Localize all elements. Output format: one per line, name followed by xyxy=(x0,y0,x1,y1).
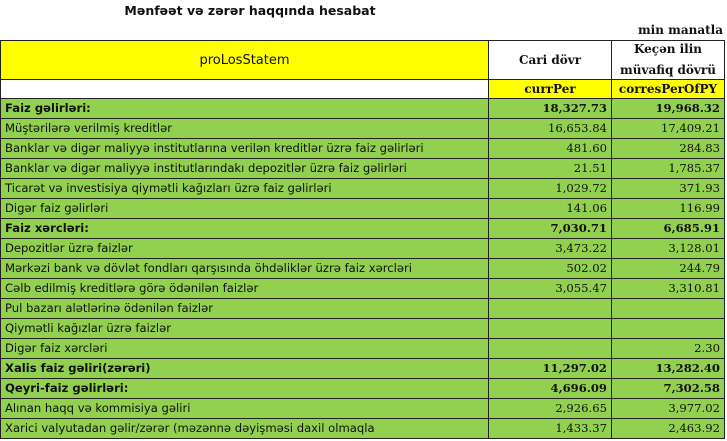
prior-period-value[interactable]: 2,463.92 xyxy=(612,419,725,439)
table-row xyxy=(0,199,725,219)
prior-period-label-line2: müvafiq dövrü xyxy=(620,63,716,77)
current-period-value[interactable] xyxy=(489,319,612,339)
current-period-label: Cari dövr xyxy=(518,52,582,67)
row-label[interactable]: Banklar və digər maliyyə institutlarına verilən kreditlər üzrə faiz gəlirləri xyxy=(0,139,489,159)
row-label[interactable]: Faiz gəlirləri: xyxy=(0,99,489,119)
key-row-label-cell xyxy=(0,80,489,99)
prior-period-value[interactable]: 244.79 xyxy=(612,259,725,279)
row-label[interactable]: Qeyri-faiz gəlirləri: xyxy=(0,379,489,399)
table-row xyxy=(0,399,725,419)
table-row xyxy=(0,219,725,239)
current-period-value[interactable]: 16,653.84 xyxy=(489,119,612,139)
current-period-value[interactable]: 4,696.09 xyxy=(489,379,612,399)
current-period-value[interactable]: 7,030.71 xyxy=(489,219,612,239)
current-period-value[interactable]: 1,029.72 xyxy=(489,179,612,199)
prior-period-header[interactable] xyxy=(612,40,725,80)
current-period-value[interactable] xyxy=(489,299,612,319)
current-period-key[interactable]: currPer xyxy=(489,80,612,99)
row-label[interactable]: Depozitlər üzrə faizlər xyxy=(0,239,489,259)
row-label[interactable]: Cəlb edilmiş kreditlərə görə ödənilən faizlər xyxy=(0,279,489,299)
row-label[interactable]: Qiymətli kağızlar üzrə faizlər xyxy=(0,319,489,339)
table-row xyxy=(0,419,725,439)
row-label[interactable]: Digər faiz xərcləri xyxy=(0,339,489,359)
table-row xyxy=(0,179,725,199)
header-row xyxy=(0,40,725,80)
key-row xyxy=(0,80,725,99)
table-row xyxy=(0,119,725,139)
current-period-value[interactable] xyxy=(489,339,612,359)
units-label: min manatla xyxy=(637,23,723,37)
table-row xyxy=(0,259,725,279)
row-label[interactable]: Mərkəzi bank və dövlət fondları qarşısında öhdəliklər üzrə faiz xərcləri xyxy=(0,259,489,279)
table-row xyxy=(0,359,725,379)
table-row xyxy=(0,99,725,119)
current-period-value[interactable]: 3,055.47 xyxy=(489,279,612,299)
prior-period-label-line1: Keçən ilin xyxy=(633,42,703,56)
prior-period-value[interactable]: 19,968.32 xyxy=(612,99,725,119)
current-period-header[interactable] xyxy=(489,40,612,80)
prior-period-value[interactable] xyxy=(612,319,725,339)
table-row xyxy=(0,239,725,259)
prior-period-value[interactable]: 17,409.21 xyxy=(612,119,725,139)
row-label[interactable]: Ticarət və investisiya qiymətli kağızları üzrə faiz gəlirləri xyxy=(0,179,489,199)
prior-period-value[interactable]: 7,302.58 xyxy=(612,379,725,399)
row-label[interactable]: Xalis faiz gəliri(zərəri) xyxy=(0,359,489,379)
table-row xyxy=(0,339,725,359)
current-period-value[interactable]: 18,327.73 xyxy=(489,99,612,119)
current-period-value[interactable]: 2,926.65 xyxy=(489,399,612,419)
prior-period-value[interactable]: 371.93 xyxy=(612,179,725,199)
current-period-value[interactable]: 11,297.02 xyxy=(489,359,612,379)
table-row xyxy=(0,139,725,159)
label-column-header[interactable]: proLosStatem xyxy=(0,40,489,80)
prior-period-value[interactable]: 6,685.91 xyxy=(612,219,725,239)
row-label[interactable]: Xarici valyutadan gəlir/zərər (məzənnə dəyişməsi daxil olmaqla xyxy=(0,419,489,439)
prior-period-key[interactable]: corresPerOfPY xyxy=(612,80,725,99)
current-period-value[interactable]: 481.60 xyxy=(489,139,612,159)
row-label[interactable]: Faiz xərcləri: xyxy=(0,219,489,239)
current-period-value[interactable]: 21.51 xyxy=(489,159,612,179)
table-row xyxy=(0,299,725,319)
prior-period-value[interactable] xyxy=(612,299,725,319)
prior-period-value[interactable]: 3,310.81 xyxy=(612,279,725,299)
row-label[interactable]: Alınan haqq və kommisiya gəliri xyxy=(0,399,489,419)
current-period-value[interactable]: 141.06 xyxy=(489,199,612,219)
prior-period-value[interactable]: 13,282.40 xyxy=(612,359,725,379)
prior-period-value[interactable]: 2.30 xyxy=(612,339,725,359)
table-row xyxy=(0,319,725,339)
row-label[interactable]: Banklar və digər maliyyə institutlarındakı depozitlər üzrə faiz gəlirləri xyxy=(0,159,489,179)
table-row xyxy=(0,159,725,179)
prior-period-value[interactable]: 3,128.01 xyxy=(612,239,725,259)
current-period-value[interactable]: 3,473.22 xyxy=(489,239,612,259)
prior-period-value[interactable]: 1,785.37 xyxy=(612,159,725,179)
table-row xyxy=(0,279,725,299)
report-title: Mənfəət və zərər haqqında hesabat xyxy=(124,3,376,18)
row-label[interactable]: Digər faiz gəlirləri xyxy=(0,199,489,219)
current-period-value[interactable]: 1,433.37 xyxy=(489,419,612,439)
prior-period-value[interactable]: 284.83 xyxy=(612,139,725,159)
table-row xyxy=(0,379,725,399)
current-period-value[interactable]: 502.02 xyxy=(489,259,612,279)
row-label[interactable]: Müştərilərə verilmiş kreditlər xyxy=(0,119,489,139)
income-statement-table xyxy=(0,40,725,441)
prior-period-value[interactable]: 3,977.02 xyxy=(612,399,725,419)
row-label[interactable]: Pul bazarı alətlərinə ödənilən faizlər xyxy=(0,299,489,319)
prior-period-value[interactable]: 116.99 xyxy=(612,199,725,219)
